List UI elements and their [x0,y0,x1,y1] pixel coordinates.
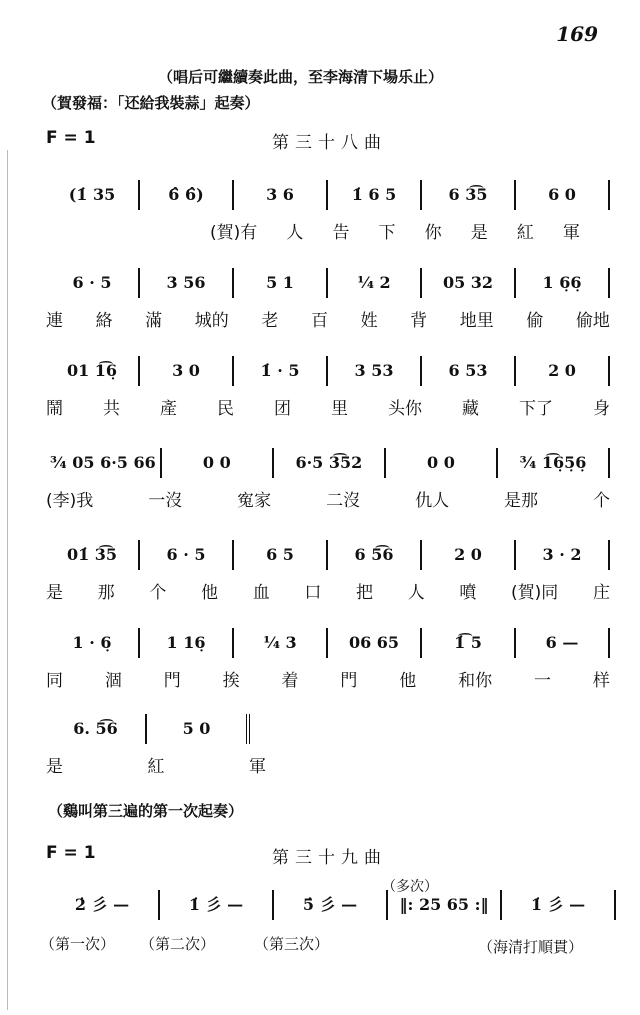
score-system [46,268,610,298]
lyric: 人 [407,583,425,603]
lyric: 挨 [222,671,240,691]
lyric: (賀)同 [511,583,559,603]
score-system [46,540,610,570]
measure [514,268,608,298]
measure [496,448,608,478]
measure-notes: 2 0 [548,361,576,380]
lyrics-line [46,666,610,691]
measure-notes: 0 0 [202,453,231,472]
lyric: 地里 [459,311,494,331]
lyric: 身 [593,399,610,419]
performance-note-3: （鷄叫第三遍的第一次起奏） [48,802,244,820]
measure-notes: 01̇ 3͡5 [66,545,118,564]
measure [46,268,138,298]
lyric: 着 [281,671,299,691]
measure-notes: 6 53 [448,361,488,380]
score-system [46,448,610,478]
measure [514,180,608,210]
measure-notes: 0 0 [427,453,455,472]
lyric: 是 [46,583,63,603]
lyric: 紅 [516,223,534,243]
measure [46,180,138,210]
page-number: 169 [556,22,598,46]
measure [326,180,420,210]
measure-notes: 5 0 [182,719,211,738]
measure [138,540,232,570]
measure-notes: 1̇ 6 5 [351,185,397,204]
lyric: 是 [46,757,63,777]
lyric: 和你 [458,671,493,691]
lyric: 絡 [95,311,113,331]
lyrics-line [46,394,610,419]
lyric: (賀)有 [210,223,258,243]
lyrics-line [46,578,610,603]
song39-system [46,890,616,920]
measure [514,628,608,658]
measure [384,448,496,478]
measure-notes: ³⁄₄ 1͡6̣5̣6̣ [519,453,587,472]
lyric: 紅 [147,757,165,777]
lyric: 一沒 [148,491,183,511]
measure [46,714,145,744]
song39-key: F = 1 [46,843,96,863]
lyric: 那 [97,583,115,603]
lyric: 涸 [104,671,122,691]
measure-notes: ¹⁄₄ 3 [263,633,297,652]
measure-notes: 3 · 2 [542,545,582,564]
lyric: 他 [399,671,417,691]
measure [272,448,384,478]
measure-notes: 05 32 [442,273,494,292]
lyric: 老 [261,311,279,331]
performance-note-1: （唱后可繼續奏此曲，至李海清下場乐止） [158,68,444,86]
lyrics-line [210,218,580,243]
lyric: 样 [592,671,610,691]
measure [326,268,420,298]
measure-notes: ¹⁄₄ 2 [357,273,391,292]
measure-notes: 6 3͡5 [448,185,488,204]
measure [160,448,272,478]
lyric: 团 [274,399,291,419]
measure [145,714,246,744]
measure [420,180,514,210]
lyrics-line [46,752,266,777]
lyric: 百 [310,311,328,331]
lyric: 軍 [249,757,266,777]
lyric: 鬧 [46,399,63,419]
measure [232,540,326,570]
measure-notes: 3 6 [266,185,294,204]
lyric: 滿 [145,311,163,331]
measure [46,628,138,658]
lyric: 產 [160,399,177,419]
lyric: 里 [331,399,348,419]
measure-notes: 6 · 5 [166,545,206,564]
measure [232,356,326,386]
measure-notes: 6·5 3͡52 [295,453,363,472]
measure [326,540,420,570]
label-second: （第二次） [140,935,216,953]
measure-notes: 1̇ · 5 [260,361,300,380]
lyric: 告 [332,223,350,243]
measure: 1̇ 彡 — [500,890,614,920]
measure: 2̇ 彡 — [74,895,130,914]
song39-title: 第三十九曲 [272,848,387,868]
measure-notes: 5 1 [266,273,294,292]
label-first: （第一次） [40,935,116,953]
lyric: 下 [378,223,396,243]
measure: 1̇ 彡 — [158,890,272,920]
measure-notes: ³⁄₄ 05 6·5 66 [50,453,156,472]
measure-notes: 1 · 6̣ [72,633,112,652]
lyric: 二沒 [326,491,361,511]
lyric: 門 [163,671,181,691]
measure [138,180,232,210]
lyric: 个 [149,583,167,603]
lyric: 他 [201,583,219,603]
measure [514,356,608,386]
measure [138,356,232,386]
measure [514,540,608,570]
lyric: 偷 [526,311,544,331]
lyric: 口 [304,583,322,603]
lyric: 民 [217,399,234,419]
lyric: 同 [46,671,63,691]
measure-notes: 1̇͡ 5 [454,633,482,652]
lyric: 寃家 [237,491,272,511]
measure-notes: 1 16̣ [166,633,206,652]
lyric: 共 [103,399,120,419]
measure [326,628,420,658]
measure-notes: 6 — [545,633,579,652]
measure [138,628,232,658]
measure-notes: 6 · 5 [72,273,112,292]
measure [232,628,326,658]
lyric: 仇人 [415,491,450,511]
score-system [46,356,610,386]
score-system [46,714,250,744]
measure-notes: 3 0 [172,361,200,380]
measure-notes: (1̇ 35 [68,185,116,204]
lyric: 把 [356,583,374,603]
lyric: (李)我 [46,491,94,511]
measure [420,628,514,658]
repeat-note: （多次） [382,879,438,895]
measure: 5̇ 彡 — [272,890,386,920]
lyric: 头你 [388,399,422,419]
label-haiqing: （海清打順貫） [478,938,584,956]
measure-notes: 1 6̣6̣ [542,273,582,292]
measure [232,180,326,210]
measure-notes: 6 5͡6 [354,545,394,564]
label-third: （第三次） [254,935,330,953]
measure [46,448,160,478]
measure-notes: 3 56 [166,273,206,292]
measure [232,268,326,298]
song38-key: F = 1 [46,128,96,148]
measure-notes: 3 53 [354,361,394,380]
measure [46,540,138,570]
score-system [46,628,610,658]
lyric: 你 [424,223,442,243]
measure-notes: 01 1͡6̣ [66,361,118,380]
lyric: 軍 [562,223,580,243]
measure [326,356,420,386]
page-edge [7,150,8,1010]
lyric: 姓 [360,311,378,331]
lyric: 庄 [592,583,610,603]
lyric: 連 [46,311,63,331]
measure-notes: 6 5 [266,545,294,564]
measure [420,356,514,386]
lyric: 藏 [462,399,479,419]
lyric: 偷地 [575,311,610,331]
song38-title: 第三十八曲 [272,133,387,153]
measure-notes: 2 0 [454,545,482,564]
measure-notes: 6 0 [548,185,576,204]
measure [420,540,514,570]
performance-note-2: （賀發福：「还給我裝蒜」起奏） [42,94,260,112]
lyric: 个 [592,491,610,511]
score-system [46,180,610,210]
measure: ‖: 25 65 :‖ [386,890,500,920]
measure [420,268,514,298]
measure-notes: 06 65 [348,633,400,652]
lyric: 人 [286,223,304,243]
measure [46,356,138,386]
lyric: 城的 [194,311,229,331]
measure-notes: 6̂ 6̂) [168,185,204,204]
lyric: 一 [534,671,551,691]
measure-notes: 6. 5͡6 [73,719,118,738]
lyric: 是那 [504,491,539,511]
lyric: 血 [252,583,270,603]
measure [138,268,232,298]
lyrics-line [46,306,610,331]
lyric: 背 [410,311,428,331]
lyric: 噴 [459,583,477,603]
lyrics-line [46,486,610,511]
lyric: 門 [340,671,358,691]
lyric: 是 [470,223,488,243]
lyric: 下了 [519,399,553,419]
